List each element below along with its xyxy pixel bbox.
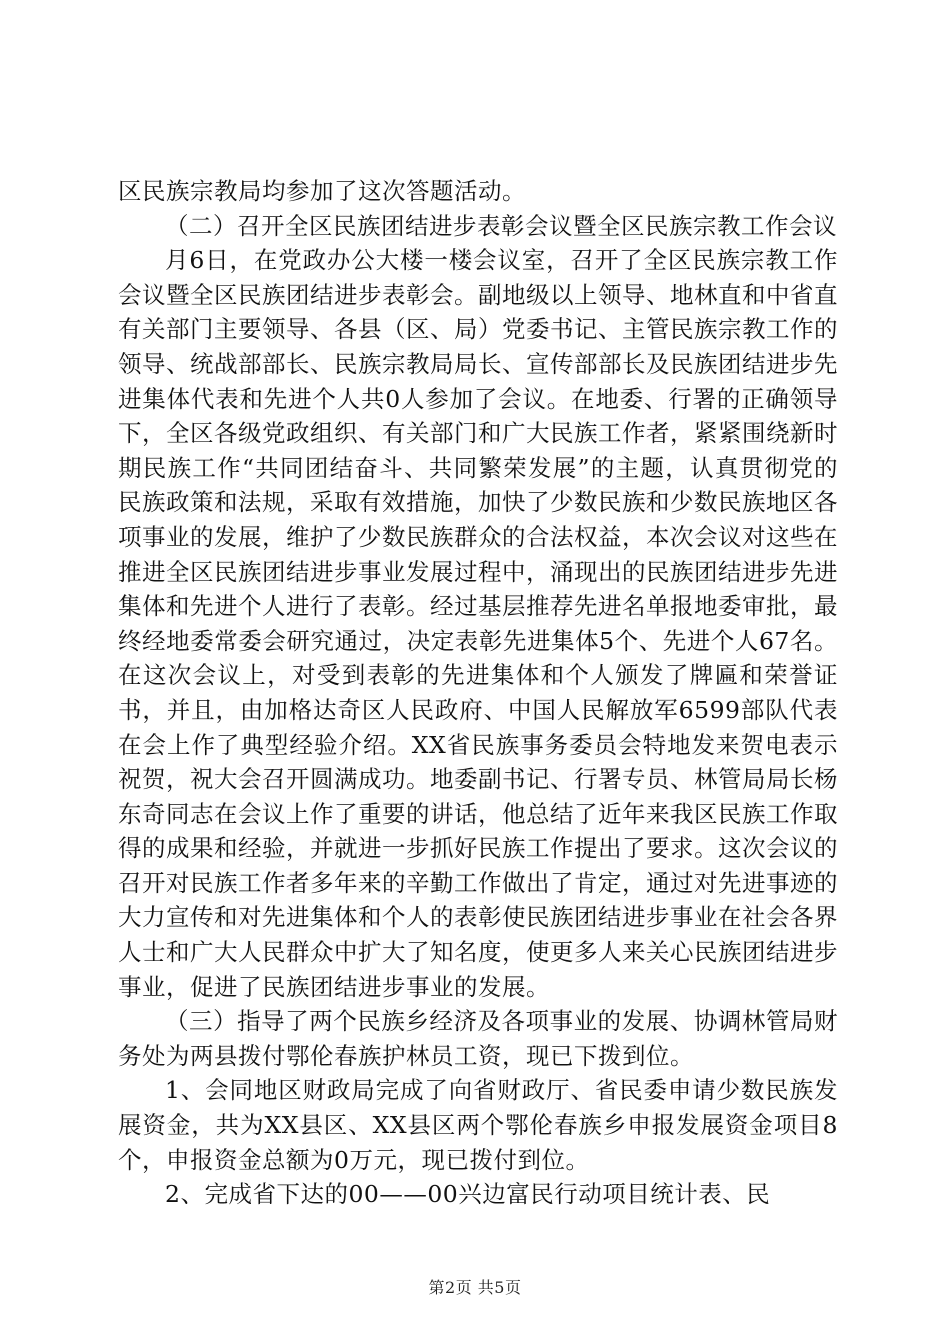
- page-number-footer: 第2页 共5页: [428, 1278, 522, 1297]
- paragraph-continuation: 区民族宗教局均参加了这次答题活动。: [118, 177, 526, 205]
- section-heading-3: （三）指导了两个民族乡经济及各项事业的发展、协调林管局财务处为两县拨付鄂伦春族护林员工资，现已下拨到位。: [118, 1007, 838, 1070]
- document-body: [118, 174, 838, 1212]
- paragraph-meeting-summary: 月6日，在党政办公大楼一楼会议室，召开了全区民族宗教工作会议暨全区民族团结进步表彰会。副地级以上领导、地林直和中省直有关部门主要领导、各县（区、局）党委书记、主管民族宗教工作的领导、统战部部长、民族宗教局局长、宣传部部长及民族团结进步先进集体代表和先进个人共0人参加了会议。在地委、行署的正确领导下，全区各级党政组织、有关部门和广大民族工作者，紧紧围绕新时期民族工作“共同团结奋斗、共同繁荣发展”的主题，认真贯彻党的民族政策和法规，采取有效措施，加快了少数民族和少数民族地区各项事业的发展，维护了少数民族群众的合法权益，本次会议对这些在推进全区民族团结进步事业发展过程中，涌现出的民族团结进步先进集体和先进个人进行了表彰。经过基层推荐先进名单报地委审批，最终经地委常委会研究通过，决定表彰先进集体5个、先进个人67名。在这次会议上，对受到表彰的先进集体和个人颁发了牌匾和荣誉证书，并且，由加格达奇区人民政府、中国人民解放军6599部队代表在会上作了典型经验介绍。XX省民族事务委员会特地发来贺电表示祝贺，祝大会召开圆满成功。地委副书记、行署专员、林管局局长杨东奇同志在会议上作了重要的讲话，他总结了近年来我区民族工作取得的成果和经验，并就进一步抓好民族工作提出了要求。这次会议的召开对民族工作者多年来的辛勤工作做出了肯定，通过对先进事迹的大力宣传和对先进集体和个人的表彰使民族团结进步事业在社会各界人士和广大人民群众中扩大了知名度，使更多人来关心民族团结进步事业，促进了民族团结进步事业的发展。: [118, 246, 838, 1001]
- list-item-2: 2、完成省下达的00——00兴边富民行动项目统计表、民: [165, 1180, 771, 1209]
- list-item-1: 1、会同地区财政局完成了向省财政厅、省民委申请少数民族发展资金，共为XX县区、XX县区两个鄂伦春族乡申报发展资金项目8个，申报资金总额为0万元，现已拨付到位。: [118, 1076, 838, 1174]
- section-heading-2: （二）召开全区民族团结进步表彰会议暨全区民族宗教工作会议: [165, 211, 837, 240]
